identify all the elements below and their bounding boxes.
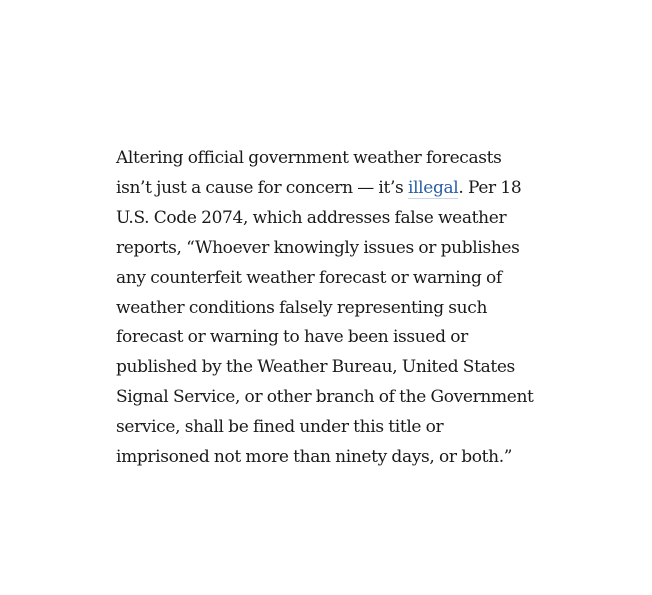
illegal-link[interactable]: illegal [408,177,459,198]
paragraph-text-start: Altering official government weather forecasts isn’t just a cause for concern — it’s [116,148,502,198]
article-paragraph [116,144,536,473]
article-body [116,144,536,473]
paragraph-text-end: . Per 18 U.S. Code 2074, which addresses false weather reports, “Whoever knowingly issues or publishes any counterfeit weather forecast or warning of weather conditions falsely representing such forecast or warning to have been issued or published by the Weather Bureau, United States Signal Service, or other branch of the Government service, shall be fined under this title or imprisoned not more than ninety days, or both.” [116,177,534,468]
